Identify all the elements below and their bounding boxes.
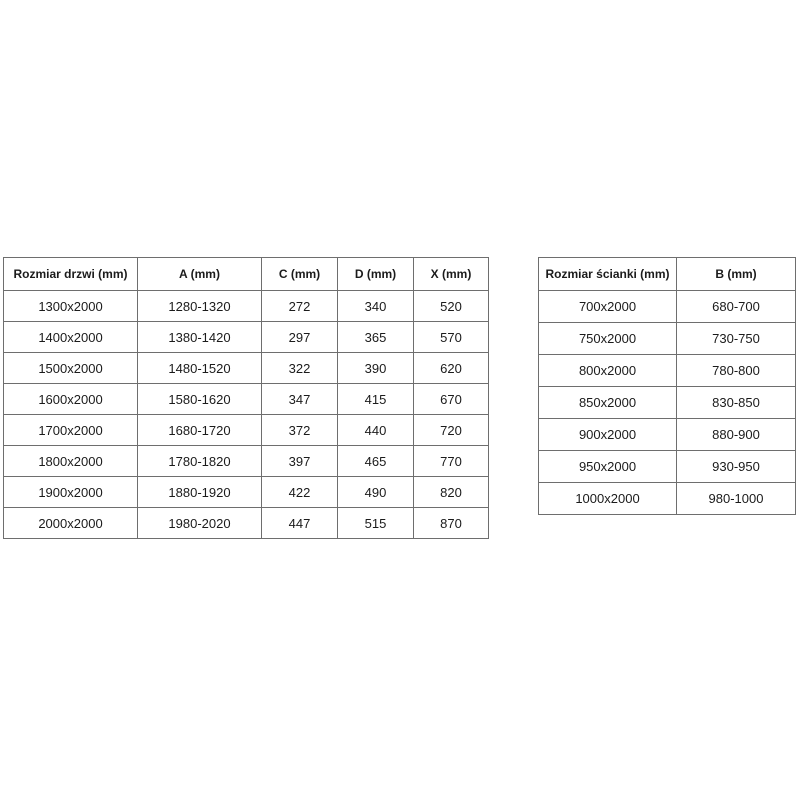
table-row: [4, 508, 489, 539]
table-cell: 365: [338, 322, 414, 353]
dimension-a-column-header: A (mm): [138, 258, 262, 291]
table-cell: 2000x2000: [4, 508, 138, 539]
table-cell: 397: [262, 446, 338, 477]
wall-table-body: [539, 291, 796, 515]
door-table-header-row: [4, 258, 489, 291]
table-cell: 390: [338, 353, 414, 384]
table-row: [539, 291, 796, 323]
table-cell: 870: [414, 508, 489, 539]
table-cell: 900x2000: [539, 419, 677, 451]
table-cell: 820: [414, 477, 489, 508]
dimension-b-column-header: B (mm): [677, 258, 796, 291]
table-row: [539, 451, 796, 483]
table-cell: 1700x2000: [4, 415, 138, 446]
table-cell: 440: [338, 415, 414, 446]
table-cell: 620: [414, 353, 489, 384]
table-cell: 1800x2000: [4, 446, 138, 477]
table-cell: 880-900: [677, 419, 796, 451]
table-cell: 850x2000: [539, 387, 677, 419]
table-cell: 830-850: [677, 387, 796, 419]
table-cell: 1980-2020: [138, 508, 262, 539]
table-row: [539, 323, 796, 355]
table-cell: 1000x2000: [539, 483, 677, 515]
table-cell: 515: [338, 508, 414, 539]
table-row: [539, 387, 796, 419]
door-table-body: [4, 291, 489, 539]
wall-size-column-header: Rozmiar ścianki (mm): [539, 258, 677, 291]
table-cell: 1400x2000: [4, 322, 138, 353]
table-cell: 680-700: [677, 291, 796, 323]
table-cell: 950x2000: [539, 451, 677, 483]
dimension-x-column-header: X (mm): [414, 258, 489, 291]
table-cell: 490: [338, 477, 414, 508]
table-row: [4, 384, 489, 415]
table-cell: 670: [414, 384, 489, 415]
table-cell: 272: [262, 291, 338, 322]
table-cell: 780-800: [677, 355, 796, 387]
table-cell: 415: [338, 384, 414, 415]
table-cell: 1580-1620: [138, 384, 262, 415]
table-row: [539, 483, 796, 515]
table-cell: 750x2000: [539, 323, 677, 355]
table-cell: 980-1000: [677, 483, 796, 515]
table-row: [4, 415, 489, 446]
table-row: [4, 477, 489, 508]
table-cell: 297: [262, 322, 338, 353]
table-cell: 465: [338, 446, 414, 477]
table-cell: 1880-1920: [138, 477, 262, 508]
table-row: [4, 291, 489, 322]
table-cell: 322: [262, 353, 338, 384]
wall-sizes-table: [538, 257, 796, 515]
table-cell: 520: [414, 291, 489, 322]
table-cell: 1480-1520: [138, 353, 262, 384]
table-cell: 730-750: [677, 323, 796, 355]
table-cell: 340: [338, 291, 414, 322]
table-cell: 1380-1420: [138, 322, 262, 353]
table-row: [539, 355, 796, 387]
table-cell: 1600x2000: [4, 384, 138, 415]
table-cell: 372: [262, 415, 338, 446]
table-row: [4, 322, 489, 353]
table-cell: 347: [262, 384, 338, 415]
table-cell: 422: [262, 477, 338, 508]
table-cell: 720: [414, 415, 489, 446]
table-cell: 1280-1320: [138, 291, 262, 322]
table-cell: 1680-1720: [138, 415, 262, 446]
door-size-column-header: Rozmiar drzwi (mm): [4, 258, 138, 291]
table-cell: 447: [262, 508, 338, 539]
table-row: [4, 446, 489, 477]
table-cell: 1780-1820: [138, 446, 262, 477]
dimension-c-column-header: C (mm): [262, 258, 338, 291]
table-cell: 930-950: [677, 451, 796, 483]
table-cell: 1300x2000: [4, 291, 138, 322]
table-row: [539, 419, 796, 451]
table-cell: 1900x2000: [4, 477, 138, 508]
table-cell: 770: [414, 446, 489, 477]
wall-table-header-row: [539, 258, 796, 291]
dimension-d-column-header: D (mm): [338, 258, 414, 291]
table-cell: 700x2000: [539, 291, 677, 323]
table-cell: 570: [414, 322, 489, 353]
door-sizes-table: [3, 257, 489, 539]
table-row: [4, 353, 489, 384]
table-cell: 1500x2000: [4, 353, 138, 384]
table-cell: 800x2000: [539, 355, 677, 387]
